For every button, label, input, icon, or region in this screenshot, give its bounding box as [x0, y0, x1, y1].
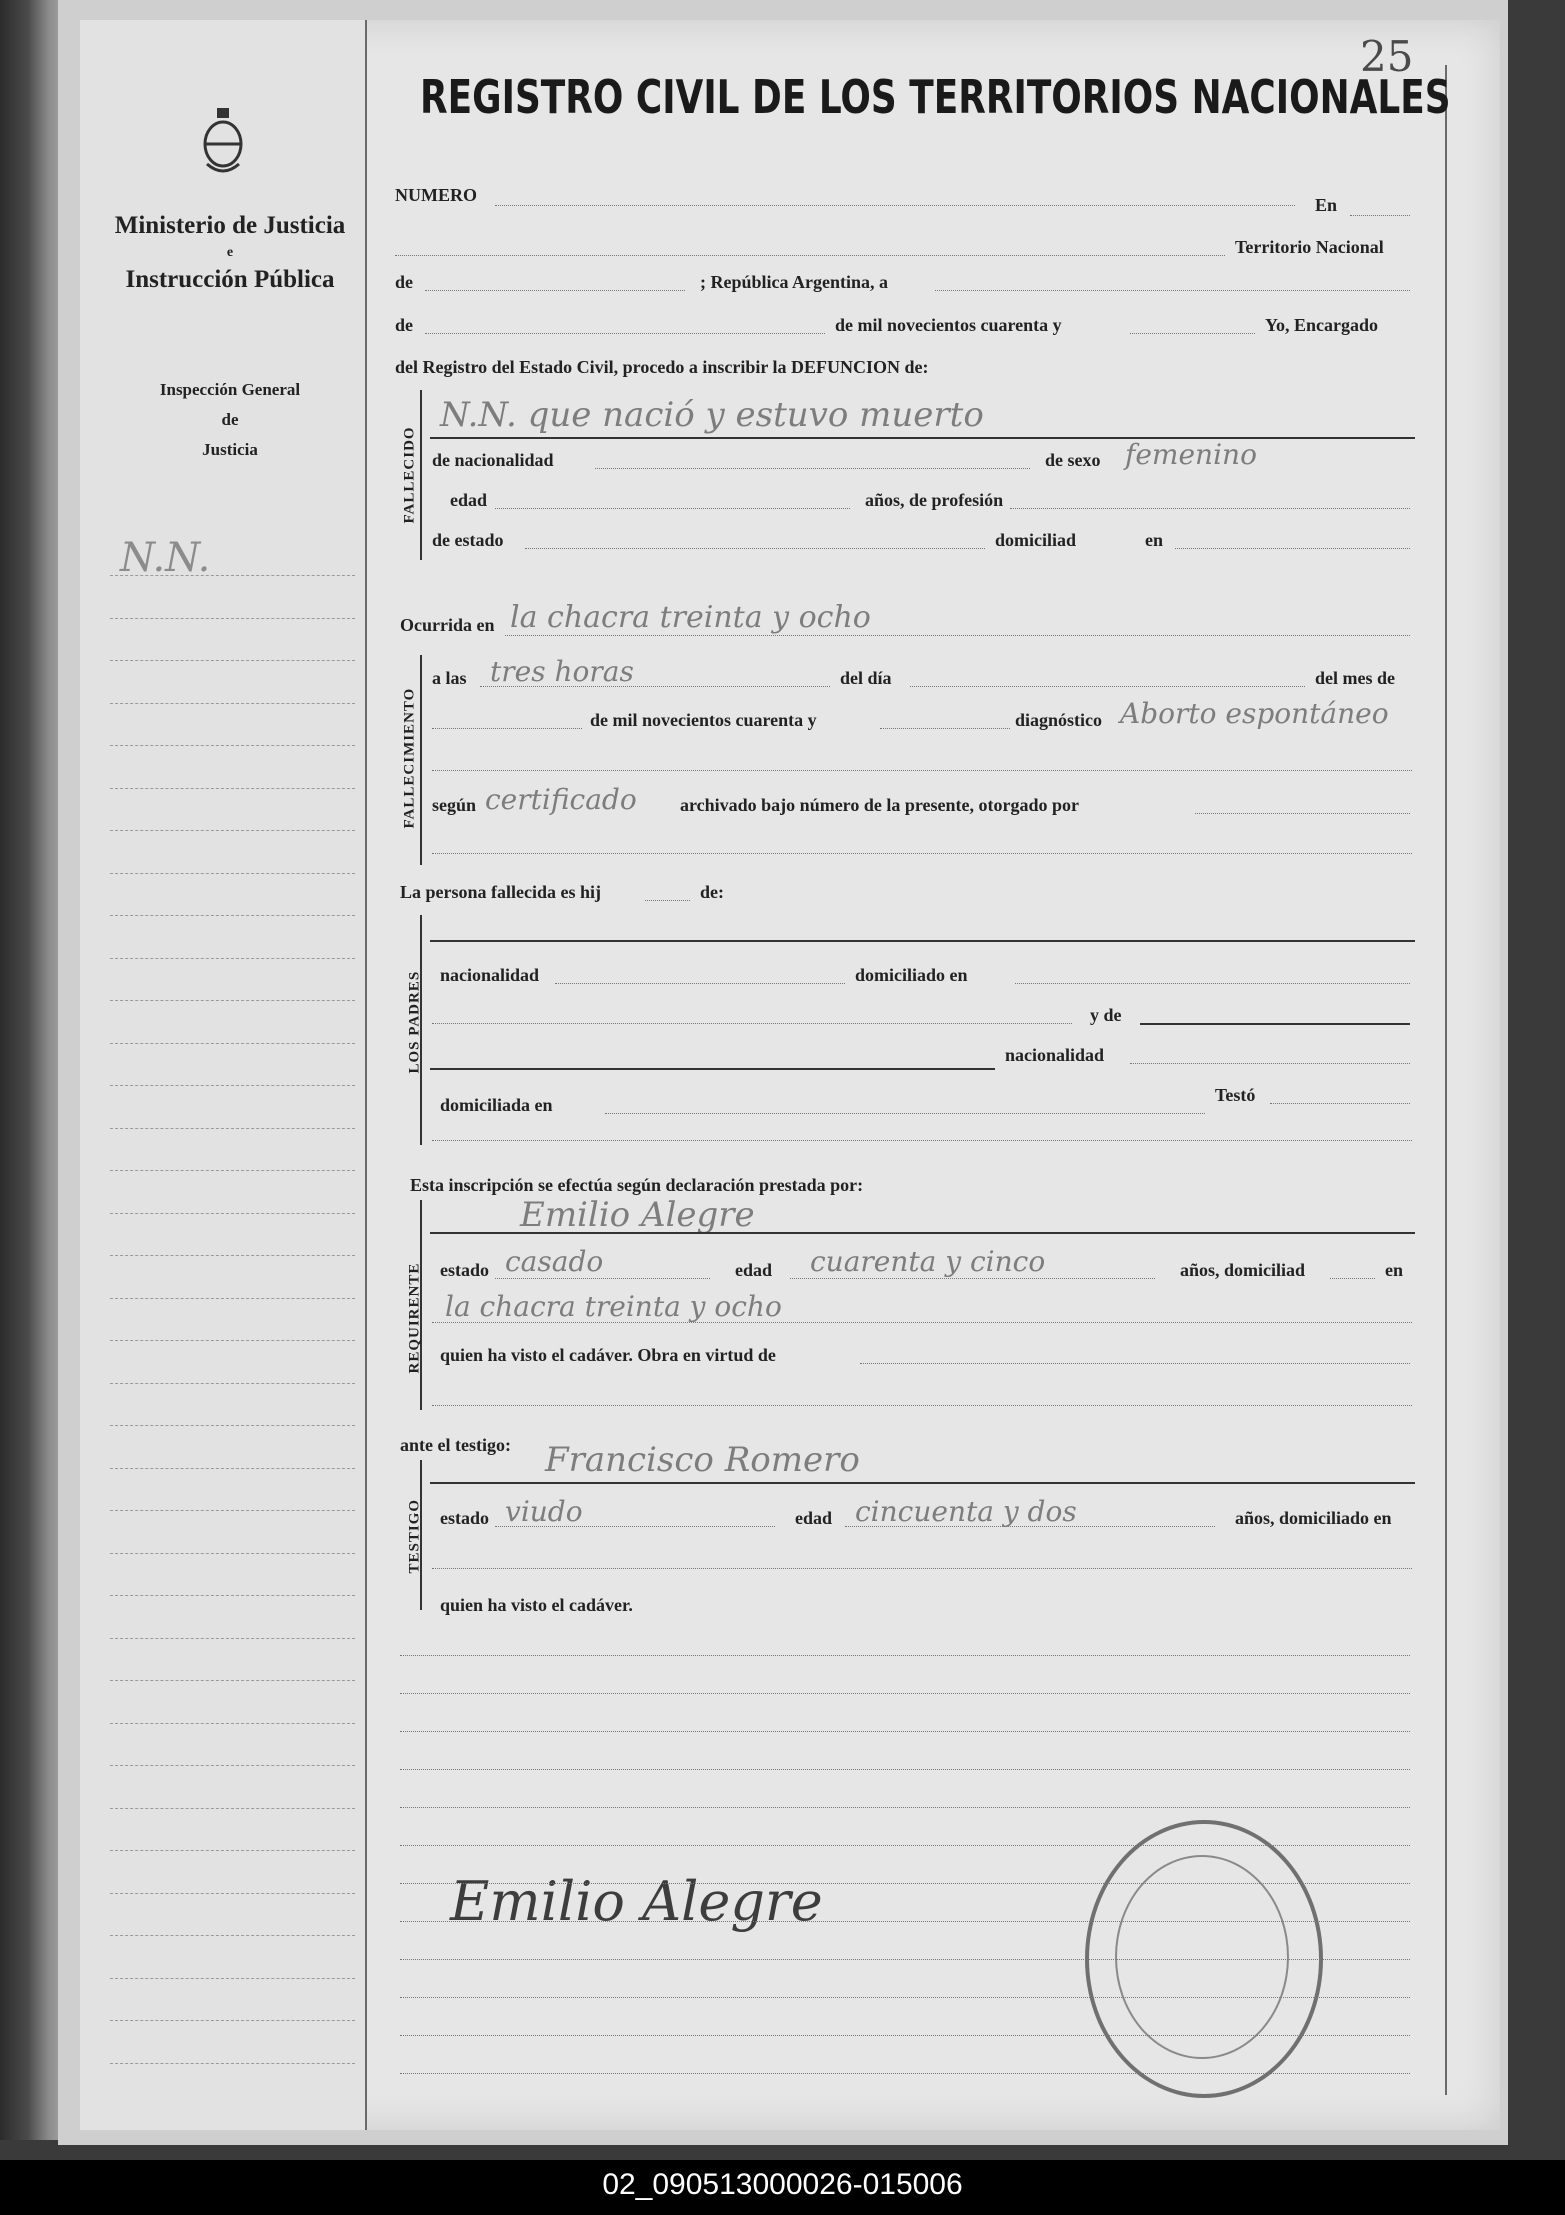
stub-rule-line: [110, 2020, 355, 2021]
ocurrida-label: Ocurrida en: [400, 615, 495, 635]
madre-line: [430, 1068, 995, 1070]
ocurrida-value: la chacra treinta y ocho: [510, 600, 871, 635]
stub-rule-line: [110, 1723, 355, 1724]
note-rule-line: [400, 1845, 1410, 1846]
de-estado-label: de estado: [432, 530, 504, 550]
ministry-heading: [90, 210, 370, 296]
mes-line: [432, 728, 582, 729]
edad-decl-line: [790, 1278, 1155, 1279]
domicilio-decl-line: [432, 1322, 1412, 1323]
testigo-side-label: TESTIGO: [406, 1498, 423, 1574]
numero-label: NUMERO: [395, 185, 477, 205]
ministry-line2: e: [226, 245, 234, 260]
ministry-line3: Instrucción Pública: [125, 266, 335, 293]
del-mes-label: del mes de: [1315, 668, 1395, 688]
stub-rule-line: [110, 1383, 355, 1384]
stub-rule-line: [110, 1255, 355, 1256]
nacionalidad-line: [595, 468, 1030, 469]
stub-rule-line: [110, 830, 355, 831]
stub-rule-line: [110, 1978, 355, 1979]
otorgado-line2: [432, 853, 1412, 854]
domiciliada-line: [605, 1113, 1205, 1114]
stub-rule-line: [110, 1170, 355, 1171]
stub-rule-line: [110, 1425, 355, 1426]
place-line: [395, 255, 1225, 256]
padre-name-line: [430, 940, 1415, 942]
stub-rule-line: [110, 1595, 355, 1596]
estado-line: [525, 548, 985, 549]
stub-rule-line: [110, 958, 355, 959]
stub-rule-line: [110, 703, 355, 704]
stub-rule-line: [110, 745, 355, 746]
day-line: [935, 290, 1410, 291]
stub-rule-line: [110, 1680, 355, 1681]
note-rule-line: [400, 2073, 1410, 2074]
nacionalidad-label: de nacionalidad: [432, 450, 554, 470]
nacionalidad2-label: nacionalidad: [440, 965, 540, 985]
estado-label: estado: [440, 1260, 489, 1280]
declarante-signature: Emilio Alegre: [450, 1870, 823, 1933]
registro-label: del Registro del Estado Civil, procedo a inscribir la DEFUNCION de:: [395, 357, 929, 377]
official-seal-inner: [1115, 1855, 1289, 2059]
stub-rule-line: [110, 1765, 355, 1766]
stub-name: N.N.: [120, 535, 211, 581]
a-las-label: a las: [432, 668, 467, 688]
year2-line: [880, 728, 1010, 729]
en-line: [1350, 215, 1410, 216]
stub-rule-line: [110, 788, 355, 789]
page-title: REGISTRO CIVIL DE LOS TERRITORIOS NACIONALES: [420, 70, 1451, 124]
domicilio-line: [1175, 548, 1410, 549]
edad2-label: edad: [735, 1260, 773, 1280]
inspection-line2: de: [221, 410, 239, 429]
stub-rule-line: [110, 915, 355, 916]
domiciliad-label: domiciliad: [995, 530, 1077, 550]
column-divider: [365, 20, 367, 2130]
numero-line: [495, 205, 1295, 206]
obra-line2: [432, 1405, 1412, 1406]
estado-testigo-value: viudo: [505, 1495, 583, 1528]
note-rule-line: [400, 1807, 1410, 1808]
month-line: [425, 333, 825, 334]
sexo-label: de sexo: [1045, 450, 1101, 470]
nacionalidad3-line: [1130, 1063, 1410, 1064]
stub-rule-line: [110, 1468, 355, 1469]
mil-novecientos-label: de mil novecientos cuarenta y: [590, 710, 817, 730]
requirente-side-label: REQUIRENTE: [406, 1262, 423, 1374]
edad3-label: edad: [795, 1508, 833, 1528]
stub-rule-line: [110, 873, 355, 874]
inscripcion-label: Esta inscripción se efectúa según declaración prestada por:: [410, 1175, 864, 1195]
stub-rule-line: [110, 660, 355, 661]
stub-rule-line: [110, 1340, 355, 1341]
segun-label: según: [432, 795, 477, 815]
stub-rule-line: [110, 1638, 355, 1639]
testigo-line: [430, 1482, 1415, 1484]
testigo-addr-line: [432, 1568, 1412, 1569]
note-rule-line: [400, 1959, 1410, 1960]
note-rule-line: [400, 1921, 1410, 1922]
stub-rule-line: [110, 1000, 355, 1001]
edad-line: [495, 508, 850, 509]
en-dom-label: en: [1145, 530, 1163, 550]
padres-bottom-line: [432, 1140, 1412, 1141]
obra-line: [860, 1363, 1410, 1364]
profesion-line: [1010, 508, 1410, 509]
page-number: 25: [1360, 32, 1414, 81]
nacionalidad3-label: nacionalidad: [1005, 1045, 1105, 1065]
anos-domiciliad-label: años, domiciliad: [1180, 1260, 1306, 1280]
estado2-label: estado: [440, 1508, 489, 1528]
stub-rule-line: [110, 1213, 355, 1214]
de-mil-label: de mil novecientos cuarenta y: [835, 315, 1062, 335]
stub-rule-line: [110, 1085, 355, 1086]
anos-domiciliado-label: años, domiciliado en: [1235, 1508, 1392, 1528]
edad-testigo-value: cincuenta y dos: [855, 1495, 1077, 1528]
testigo-name: Francisco Romero: [545, 1440, 860, 1480]
fallecido-bar: [420, 390, 422, 560]
domiciliad-line: [1330, 1278, 1375, 1279]
en2-label: en: [1385, 1260, 1403, 1280]
testo-line: [1270, 1103, 1410, 1104]
ante-testigo-label: ante el testigo:: [400, 1435, 511, 1455]
note-rule-line: [400, 1997, 1410, 1998]
stub-rule-line: [110, 1935, 355, 1936]
note-rule-line: [400, 1731, 1410, 1732]
fallecido-name-line: [430, 437, 1415, 439]
inspection-line1: Inspección General: [159, 380, 301, 399]
inspection-line3: Justicia: [202, 440, 258, 459]
coat-of-arms-icon: [195, 100, 251, 180]
stub-rule-line: [110, 2063, 355, 2064]
territorio-label: Territorio Nacional: [1235, 237, 1384, 257]
sexo-value: femenino: [1125, 438, 1257, 471]
edad-label: edad: [450, 490, 488, 510]
estado-testigo-line: [495, 1526, 775, 1527]
edad-testigo-line: [845, 1526, 1215, 1527]
stub-rule-line: [110, 1850, 355, 1851]
madre-name-line: [1140, 1023, 1410, 1025]
year-line: [1130, 333, 1255, 334]
stub-rule-line: [110, 1553, 355, 1554]
diagnostico-label: diagnóstico: [1015, 710, 1103, 730]
quien-visto-label: quien ha visto el cadáver. Obra en virtud de: [440, 1345, 776, 1365]
stub-rule-line: [110, 1043, 355, 1044]
padre-addr-line: [432, 1023, 1072, 1024]
note-rule-line: [400, 1693, 1410, 1694]
fallecimiento-side-label: FALLECIMIENTO: [401, 687, 418, 829]
stub-rule-line: [110, 1298, 355, 1299]
estado-decl-value: casado: [505, 1245, 604, 1278]
declarante-line: [430, 1232, 1415, 1234]
domiciliado-en-label: domiciliado en: [855, 965, 968, 985]
domiciliado2-line: [1015, 983, 1410, 984]
hora-value: tres horas: [490, 655, 634, 688]
note-rule-line: [400, 2035, 1410, 2036]
fallecido-side-label: FALLECIDO: [401, 426, 418, 524]
domiciliada-en-label: domiciliada en: [440, 1095, 553, 1115]
note-rule-line: [400, 1883, 1410, 1884]
hora-line: [480, 686, 830, 687]
diagnostico-line2: [432, 770, 1412, 771]
yo-label: Yo, Encargado: [1265, 315, 1379, 335]
archivado-label: archivado bajo número de la presente, otorgado por: [680, 795, 1079, 815]
de-month-label: de: [395, 315, 413, 335]
segun-value: certificado: [485, 783, 637, 816]
domicilio-decl-value: la chacra treinta y ocho: [445, 1290, 782, 1323]
stub-rule-line: [110, 575, 355, 576]
hij-line: [645, 900, 690, 901]
padres-side-label: LOS PADRES: [406, 970, 423, 1074]
del-dia-label: del día: [840, 668, 892, 688]
nacionalidad2-line: [555, 983, 845, 984]
de-label: de: [395, 272, 413, 292]
note-rule-line: [400, 1655, 1410, 1656]
y-de-label: y de: [1090, 1005, 1122, 1025]
stub-column: [80, 20, 367, 2130]
ministry-line1: Ministerio de Justicia: [114, 212, 346, 239]
province-line: [425, 290, 685, 291]
otorgado-line: [1195, 813, 1410, 814]
inspection-heading: [110, 375, 350, 465]
right-frame-line: [1445, 65, 1447, 2095]
stub-rule-line: [110, 1510, 355, 1511]
estado-decl-line: [495, 1278, 710, 1279]
fallecido-name: N.N. que nació y estuvo muerto: [440, 395, 984, 435]
en-label: En: [1315, 195, 1338, 215]
note-rule-line: [400, 1769, 1410, 1770]
stub-rule-line: [110, 618, 355, 619]
stub-rule-line: [110, 1808, 355, 1809]
quien-visto2-label: quien ha visto el cadáver.: [440, 1595, 633, 1615]
testo-label: Testó: [1215, 1085, 1256, 1105]
diagnostico-value: Aborto espontáneo: [1120, 697, 1389, 730]
anos-profesion-label: años, de profesión: [865, 490, 1004, 510]
file-id: 02_090513000026-015006: [602, 2168, 963, 2201]
stub-rule-line: [110, 1128, 355, 1129]
republica-label: ; República Argentina, a: [700, 272, 889, 292]
persona-fallecida-label: La persona fallecida es hij: [400, 882, 601, 902]
dia-line: [910, 686, 1305, 687]
edad-decl-value: cuarenta y cinco: [810, 1245, 1046, 1278]
stub-rule-line: [110, 1893, 355, 1894]
footer-bar: [0, 2160, 1565, 2215]
de2-label: de:: [700, 882, 724, 902]
declarante-name: Emilio Alegre: [520, 1195, 755, 1235]
ocurrida-line: [505, 635, 1410, 636]
fallecimiento-bar: [420, 655, 422, 865]
